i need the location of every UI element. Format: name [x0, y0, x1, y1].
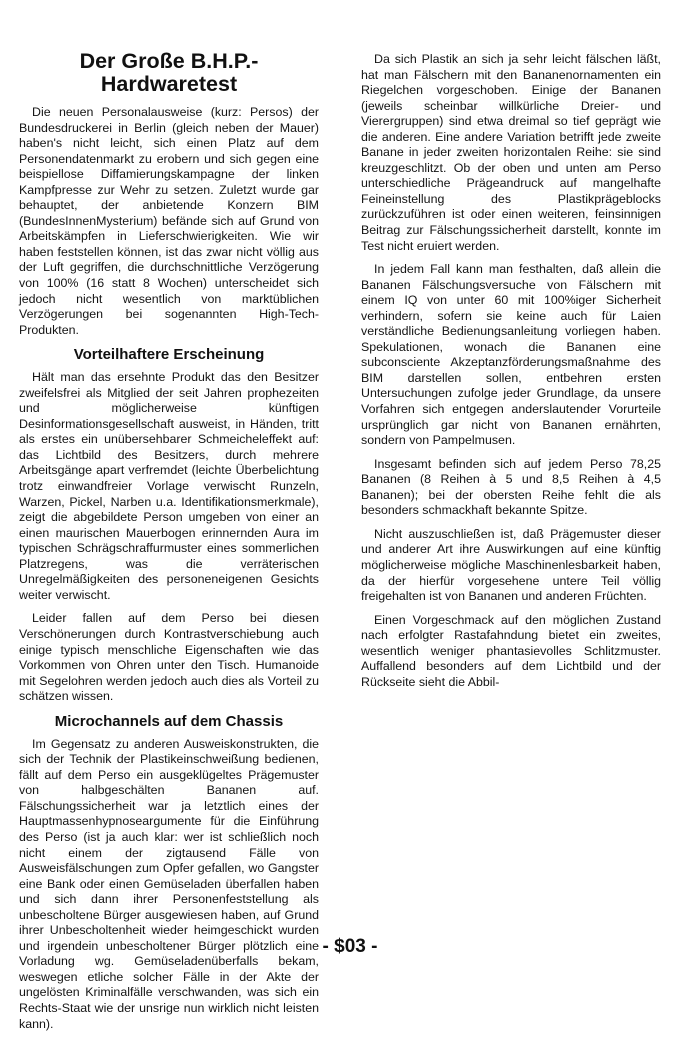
page-number: - $03 -: [322, 936, 378, 957]
section-heading: Vorteilhaftere Erscheinung: [73, 346, 265, 364]
article-title: [19, 50, 319, 96]
title-line-2: Hardwaretest: [100, 72, 238, 96]
section-heading: Microchannels auf dem Chassis: [54, 712, 284, 730]
body-paragraph: Nicht auszuschließen ist, daß Prägemuster dieser und anderer Art ihre Auswirkungen auf eine künftig möglicherweise mögliche Maschinenlesbarkeit haben, da der hierfür vorgesehene untere Teil völlig freigehalten ist von Bananen und anderen Früchten.: [361, 526, 661, 604]
body-paragraph: Da sich Plastik an sich ja sehr leicht fälschen läßt, hat man Fälschern mit den Bananenornamenten ein Riegelchen vorgeschoben. Einige der Bananen (jeweils scheinbar willkürliche Dreier- und Vierergruppen) sind etwa dreimal so tief geprägt wie die anderen. Eine andere Variation betrifft jede zweite Banane in jeder zweiten horizontalen Reihe: sie sind kreuzgeschlitzt. Ob der oben und unten am Perso unterschiedliche Prägeandruck auf mangelhafte Feineinstellung des Plastikprägeblocks zurückzuführen ist oder einen weiteren, feinsinnigen Beitrag zur Fälschungssicherheit darstellt, konnte im Test nicht eruiert werden.: [361, 52, 661, 253]
left-column: [19, 50, 319, 1040]
body-paragraph: Im Gegensatz zu anderen Ausweiskonstrukten, die sich der Technik der Plastikeinschweißung bedienen, fällt auf dem Perso ein ausgeklügeltes Prägemuster von halbgeschälten Bananen auf. Fälschungssicherheit war ja letztlich eines der Hauptmassenhypnoseargumente für die Einführung des Perso (ist ja auch klar: wer ist schließlich noch nicht einem der zigtausend Fälle von Ausweisfälschungen zum Opfer gefallen, wo Gangster eine Bank oder einen Gemüseladen überfallen haben und sich dann ihrer Personenfeststellung als unbescholtene Bürger ausgewiesen haben, auf Grund ihrer Unbescholtenheit wieder heimgeschickt wurden und irgendein unbescholtener Bürger plötzlich eine Vorladung wg. Gemüseladenüberfalls bekam, weswegen etliche solcher Fälle in der Akte der ungelösten Kriminalfälle verschwanden, was sich ein Rechts-Staat wie der unsrige nun wirklich nicht leisten kann).: [19, 736, 319, 1031]
right-column: [361, 52, 661, 698]
body-paragraph: In jedem Fall kann man festhalten, daß allein die Bananen Fälschungsversuche von Fälschern mit einem IQ von unter 60 mit 100%iger Sicherheit verhindern, sofern sie keine auch für Laien verständliche Bedienungsanleitung vorliegen haben. Spekulationen, wonach die Bananen eine subconsciente Akzeptanzförderungsmaßnahme des BIM darstellen sollen, entbehren ersten Untersuchungen zufolge jeder Grundlage, da unsere Vorfahren sich entgegen anderslautender Vorurteile ursprünglich gar nicht von Bananen ernährten, sondern von Pampelmusen.: [361, 262, 661, 448]
body-paragraph: Einen Vorgeschmack auf den möglichen Zustand nach erfolgter Rastafahndung bietet ein zweites, wesentlich weniger phantasievolles Schlitzmuster. Auffallend besonders auf dem Lichtbild und der Rückseite sieht die Abbil-: [361, 612, 661, 689]
body-paragraph: Die neuen Personalausweise (kurz: Persos) der Bundesdruckerei in Berlin (gleich neben der Mauer) haben's nicht leicht, sich einen Platz auf dem Personendatenmarkt zu erobern und sich gegen eine beispiellose Diffamierungskampagne der linken Kampfpresse zur Wehr zu setzen. Zuletzt wurde gar behauptet, der anbietende Konzern BIM (BundesInnenMysterium) befände sich auf Grund von Arbeitskämpfen in Lieferschwierigkeiten. Wie wir haben feststellen können, ist das zwar nicht völlig aus der Luft gegriffen, die durchschnittliche Verzögerung von 100% (16 statt 8 Wochen) unterscheidet sich jedoch nicht wesentlich von marktüblichen Verzögerungen bei sogenannten High-Tech-Produkten.: [19, 105, 319, 337]
title-line-1: Der Große B.H.P.-: [79, 49, 259, 73]
body-paragraph: Insgesamt befinden sich auf jedem Perso 78,25 Bananen (8 Reihen à 5 und 8,5 Reihen à 4,5 Bananen); bei der obersten Reihe fehlt die als besonders schmackhaft bekannte Spitze.: [361, 456, 661, 518]
body-paragraph: Hält man das ersehnte Produkt das den Besitzer zweifelsfrei als Mitglied der seit Jahren prophezeiten und möglicherweise künftigen Desinformationsgesellschaft ausweist, in Händen, tritt als erstes ein unübersehbarer Schmeicheleffekt auf: das Lichtbild des Besitzers, durch mehrere Arbeitsgänge apart verfremdet (leichte Überbelichtung trotz einwandfreier Vorlage verwischt Runzeln, Warzen, Pickel, Narben u.a. Identifikationsmerkmale), zeigt die abgebildete Person umgeben von einer an einen maurischen Mauerbogen erinnernden Aura im typischen Schrägschraffurmuster eines sommerlichen Platzregens, was die verräterischen Unregelmäßigkeiten des personeneigenen Gesichts weiter verwischt.: [19, 370, 319, 602]
body-paragraph: Leider fallen auf dem Perso bei diesen Verschönerungen durch Kontrastverschiebung auch einige typisch menschliche Eigenschaften wie das Vorkommen von Ohren unter den Tisch. Humanoide mit Segelohren werden jedoch auch dies als Vorteil zu schätzen wissen.: [19, 611, 319, 704]
